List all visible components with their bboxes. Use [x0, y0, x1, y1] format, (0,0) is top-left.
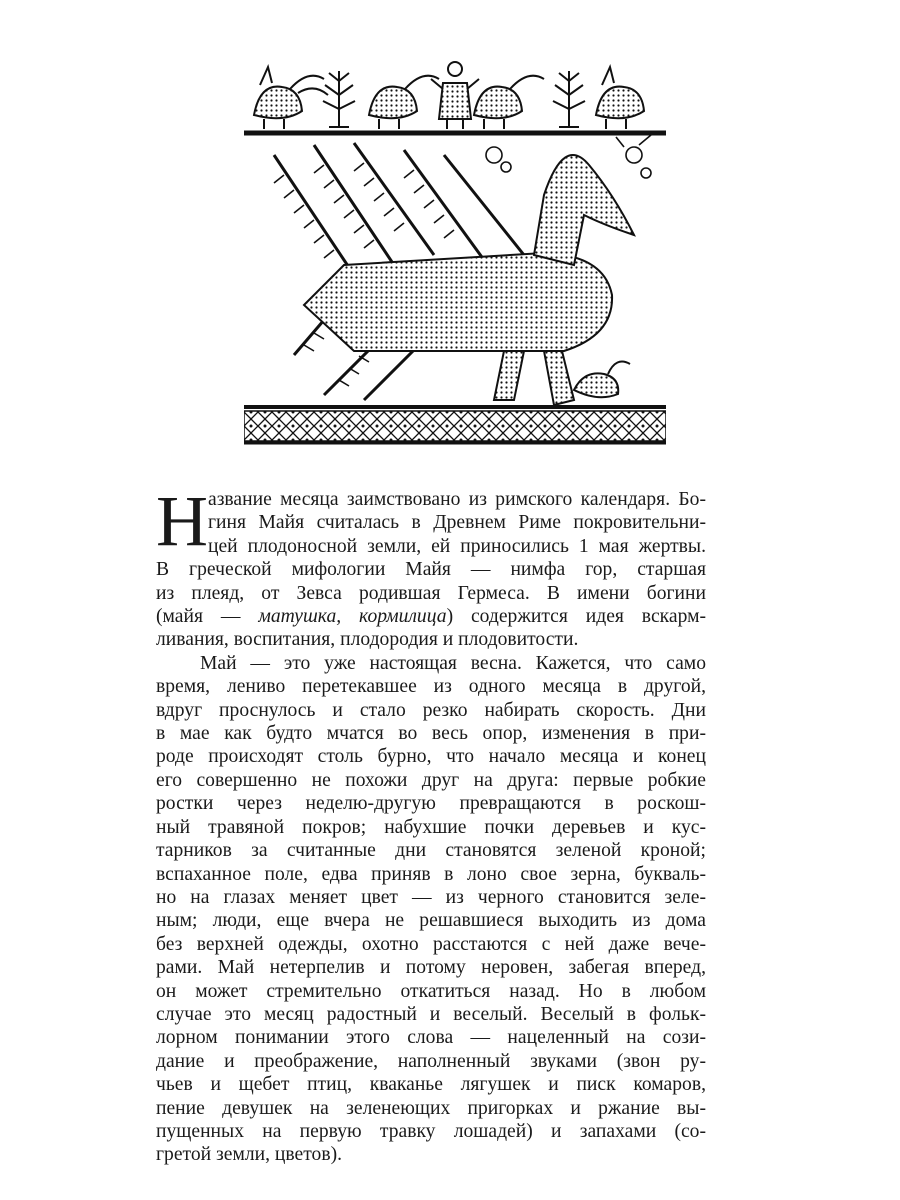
text-line: без верхней одежды, охотно расстаются с ней даже вече- [156, 933, 706, 955]
paragraph-1 [156, 481, 706, 652]
text-line: он может стремительно откатиться назад. Но в любом [156, 980, 706, 1002]
text-run: ) содержится идея вскарм- [446, 606, 706, 628]
text-line: лорном понимании этого слова — нацеленный на сози- [156, 1027, 706, 1049]
text-line: гиня Майя считалась в Древнем Риме покровительни- [208, 512, 706, 534]
text-line: вдруг проснулось и стало резко набирать скорость. Дни [156, 699, 706, 721]
text-run: (майя — [156, 606, 259, 628]
text-line: дание и преображение, наполненный звуками (звон ру- [156, 1050, 706, 1072]
text-line: Май — это уже настоящая весна. Кажется, что само [200, 652, 706, 674]
text-line: чьев и щебет птиц, кваканье лягушек и писк комаров, [156, 1074, 706, 1096]
top-frieze [254, 62, 644, 129]
text-line: ным; люди, еще вчера не решавшиеся выходить из дома [156, 910, 706, 932]
text-line: в мае как будто мчатся во весь опор, изменения в при- [156, 723, 706, 745]
text-line: вспаханное поле, едва приняв в лоно свое зерна, букваль- [156, 863, 706, 885]
text-line: азвание месяца заимствовано из римского календаря. Бо- [208, 489, 706, 510]
text-line: ный травяной покров; набухшие почки деревьев и кус- [156, 816, 706, 838]
text-line: цей плодоносной земли, ей приносились 1 мая жертвы. [208, 535, 706, 557]
text-line: из плеяд, от Зевса родившая Гермеса. В имени богини [156, 582, 706, 604]
article-body [156, 481, 706, 1167]
italic-run: матушка, кормилица [258, 606, 447, 628]
text-line: рами. Май нетерпелив и потому неровен, забегая вперед, [156, 957, 706, 979]
text-line: гретой земли, цветов). [156, 1144, 343, 1166]
text-line: случае это месяц радостный и веселый. Веселый в фольк- [156, 1003, 706, 1025]
text-line: но на глазах меняет цвет — из черного становится зеле- [156, 886, 706, 908]
text-line: ростки через неделю-другую превращаются в роскош- [156, 793, 706, 815]
embroidery-illustration [244, 55, 666, 447]
text-line: В греческой мифологии Майя — нимфа гор, старшая [156, 559, 706, 581]
drop-cap: Н [156, 481, 208, 561]
text-line: его совершенно не похожи друг на друга: первые робкие [156, 769, 706, 791]
text-line-mixed [156, 605, 706, 628]
text-line: пение девушек на зеленеющих пригорках и ржание вы- [156, 1097, 706, 1119]
text-line: время, лениво перетекавшее из одного месяца в другой, [156, 676, 706, 698]
text-line: ливания, воспитания, плодородия и плодовитости. [156, 629, 579, 651]
paragraph-2 [156, 652, 706, 1167]
text-line: пущенных на первую травку лошадей) и запахами (со- [156, 1120, 706, 1142]
main-motif [274, 135, 651, 405]
text-line: роде происходят столь бурно, что начало месяца и конец [156, 746, 706, 768]
text-line: тарников за считанные дни становятся зеленой кроной; [156, 840, 706, 862]
